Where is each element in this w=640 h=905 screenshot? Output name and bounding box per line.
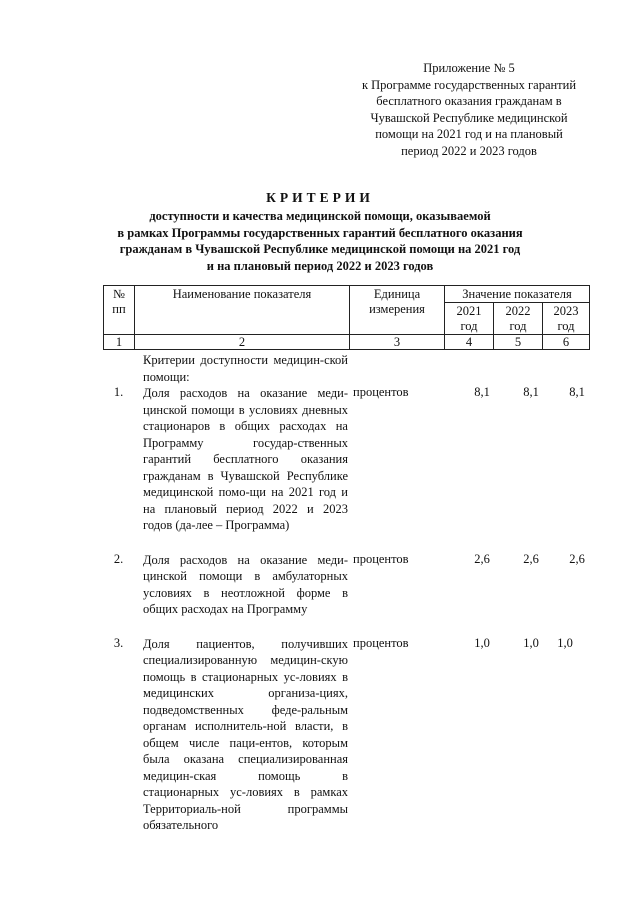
title-line: доступности и качества медицинской помощи, оказываемой xyxy=(149,209,491,223)
appendix-line: бесплатного оказания гражданам в xyxy=(376,94,562,108)
row-number: 1. xyxy=(113,385,124,399)
title-subtitle xyxy=(60,208,580,274)
row-value-2023: 2,6 xyxy=(569,551,585,566)
col-number: 4 xyxy=(445,335,494,350)
header-values: Значение показателя xyxy=(445,286,590,303)
section-heading-row xyxy=(103,352,589,385)
header-year-2021: 2021 год xyxy=(445,303,494,335)
criteria-table-body xyxy=(103,352,589,834)
row-value-2021: 2,6 xyxy=(474,551,490,566)
appendix-line: Чувашской Республике медицинской xyxy=(370,110,568,125)
col-number: 6 xyxy=(543,335,590,350)
title-main: КРИТЕРИИ xyxy=(266,190,374,205)
row-value-2021: 1,0 xyxy=(474,635,490,650)
title-line: гражданам в Чувашской Республике медицинской помощи на 2021 год xyxy=(119,242,521,256)
header-unit: Единица измерения xyxy=(350,286,445,335)
appendix-line: помощи на 2021 год и на плановый xyxy=(375,127,563,141)
title-line: в рамках Программы государственных гарантий бесплатного оказания xyxy=(117,225,523,240)
appendix-line: Приложение № 5 xyxy=(423,61,515,75)
col-number: 2 xyxy=(135,335,350,350)
row-value-2022: 2,6 xyxy=(523,551,539,566)
col-number: 5 xyxy=(494,335,543,350)
row-unit: процентов xyxy=(353,385,409,399)
appendix-line: к Программе государственных гарантий xyxy=(361,77,577,92)
row-value-2023: 8,1 xyxy=(569,385,585,399)
section-heading: Критерии доступности медицин-ской помощи: xyxy=(143,353,348,384)
row-unit: процентов xyxy=(353,635,409,650)
row-name: Доля расходов на оказание меди-цинской помощи в амбулаторных условиях в неотложной форме в общих расходах на Программу xyxy=(143,552,348,616)
row-number: 3. xyxy=(113,635,124,650)
criteria-table-header xyxy=(103,285,590,350)
row-value-2021: 8,1 xyxy=(474,385,490,399)
col-number: 3 xyxy=(350,335,445,350)
table-row xyxy=(103,636,589,834)
col-number: 1 xyxy=(104,335,135,350)
row-name: Доля пациентов, получивших специализированную медицин-скую помощь в стационарных ус-ловиях в медицинских организа-циях, подведомственных феде-ральным органам исполнитель-ной власти, в общем числе паци-ентов, которым была оказана специализированная медицин-ская помощь в стационарных ус-ловиях в рамках Территориаль-ной программы обязательного xyxy=(143,636,348,832)
row-unit: процентов xyxy=(353,551,409,566)
header-name: Наименование показателя xyxy=(135,286,350,335)
row-value-2023: 1,0 xyxy=(557,635,573,650)
appendix-block xyxy=(348,60,590,159)
row-value-2022: 8,1 xyxy=(523,385,539,399)
header-num: № пп xyxy=(104,286,135,335)
row-name: Доля расходов на оказание меди-цинской помощи в условиях дневных стационаров в общих расходах на Программу государ-ственных гарантий бесплатного оказания гражданам в Чувашской Республике медицинской помо-щи на 2021 год и на плановый период 2022 и 2023 годов (да-лее – Программа) xyxy=(143,386,348,532)
table-row xyxy=(103,385,589,534)
header-year-2023: 2023 год xyxy=(543,303,590,335)
row-number: 2. xyxy=(113,551,124,566)
document-title xyxy=(60,190,580,274)
header-year-2022: 2022 год xyxy=(494,303,543,335)
title-line: и на плановый период 2022 и 2023 годов xyxy=(206,258,434,273)
appendix-line: период 2022 и 2023 годов xyxy=(401,143,537,158)
row-value-2022: 1,0 xyxy=(523,635,539,650)
table-row xyxy=(103,552,589,618)
